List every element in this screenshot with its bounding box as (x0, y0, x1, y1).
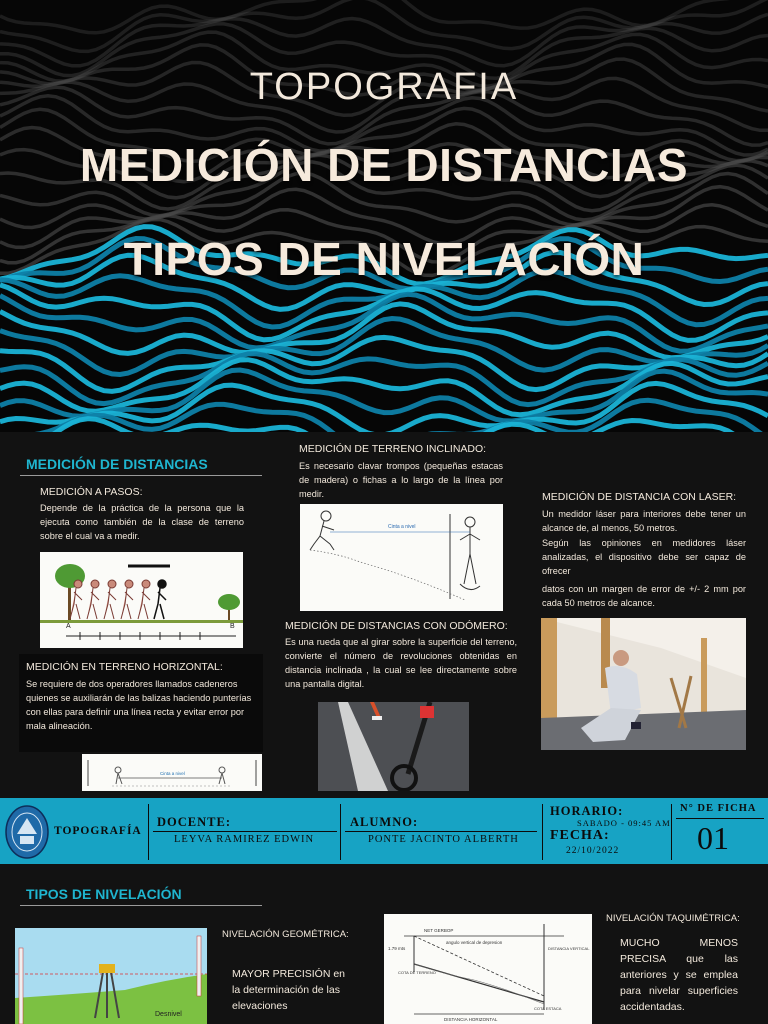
main-title-line-2: TIPOS DE NIVELACIÓN (123, 233, 645, 285)
taquimetrica-figure (384, 914, 592, 1024)
pasos-title: MEDICIÓN A PASOS: (40, 486, 143, 498)
inclined-terrain-illustration (300, 504, 503, 611)
laser-text-1: Un medidor láser para interiores debe tener un alcance de, al menos, 50 metros. (542, 509, 746, 533)
altura-label: 1.79 mts (388, 946, 406, 951)
alumno-underline (345, 831, 537, 832)
laser-text-2: Según las opiniones en medidores láser analizadas, el dispositivo debe ser capaz de ofrecer (542, 538, 746, 576)
docente-label: DOCENTE: (157, 815, 231, 829)
angulo-label: angulo vertical de depresion (446, 940, 503, 945)
horario-label: HORARIO: (550, 804, 624, 818)
odometro-title: MEDICIÓN DE DISTANCIAS CON ODÓMERO: (285, 620, 508, 632)
alumno-label: ALUMNO: (350, 815, 419, 829)
divider-4 (671, 804, 672, 860)
horario-value: SABADO - 09:45 AM (577, 818, 671, 828)
taquimetric-diagram (384, 914, 592, 1024)
divider-2 (340, 804, 341, 860)
subject-title: TOPOGRAFIA (249, 66, 519, 108)
laser-photo (541, 618, 746, 750)
divider-1 (148, 804, 149, 860)
divider-3 (542, 804, 543, 860)
section-heading-nivelacion: TIPOS DE NIVELACIÓN (26, 886, 182, 902)
horizontal-figure (82, 754, 262, 791)
odometro-photo (318, 702, 469, 791)
fecha-label: FECHA: (550, 828, 610, 843)
horizontal-text: Se requiere de dos operadores llamados cadeneros quienes se auxiliarán de las balizas haciendo punterías con ellas para definir una línea recta y evitar error por mala alineación. (26, 679, 252, 731)
course-label: TOPOGRAFÍA (54, 825, 142, 837)
docente-underline (153, 831, 337, 832)
laser-text-3: datos con un margen de error de +/- 2 mm por cada 50 metros de alcance. (542, 584, 746, 608)
walking-people-illustration (40, 552, 243, 648)
cover-banner (0, 0, 768, 432)
section-tipos-nivelacion (0, 864, 768, 1024)
horizontal-tape-illustration (82, 754, 262, 791)
dist-horizontal-label: DISTANCIA HORIZONTAL (444, 1017, 498, 1022)
ficha-label: N° DE FICHA (680, 803, 757, 814)
laser-meter-photo (541, 618, 746, 750)
taquimetrica-title: NIVELACIÓN TAQUIMÉTRICA: (606, 913, 740, 924)
point-a-label: A (66, 623, 71, 630)
laser-title: MEDICIÓN DE DISTANCIA CON LASER: (542, 491, 737, 503)
university-seal-icon (4, 804, 50, 860)
geometrica-title: NIVELACIÓN GEOMÉTRICA: (222, 929, 349, 940)
gps-label: NET GERBOP (424, 928, 454, 933)
cota-estaca-label: COTA ESTACA (534, 1006, 562, 1011)
main-title-line-1: MEDICIÓN DE DISTANCIAS (79, 139, 689, 191)
docente-value: LEYVA RAMIREZ EDWIN (174, 834, 315, 845)
dist-vertical-label: DISTANCIA VERTICAL (548, 946, 590, 951)
pasos-figure (40, 552, 243, 648)
info-bar (0, 798, 768, 864)
wave-pattern-background (0, 0, 768, 432)
ficha-underline (676, 818, 764, 819)
cota-terreno-label: COTA DE TERRENO (398, 970, 436, 975)
wave-line (0, 360, 768, 415)
university-logo (4, 804, 50, 860)
point-b-label: B (230, 623, 235, 630)
pasos-text: Depende de la práctica de la persona que la ejecuta como también de la clase de terreno sobre el cual va a medir. (40, 503, 244, 541)
geometrica-text: MAYOR PRECISIÓN en la determinación de las elevaciones (232, 968, 345, 1012)
section-medicion-distancias (0, 432, 768, 798)
inclinado-figure (300, 504, 503, 611)
odometro-text: Es una rueda que al girar sobre la superficie del terreno, convierte el número de revoluciones obtenidas en distancia inclinada , la cual se lee directamente sobre una pantalla digital. (285, 637, 517, 689)
level-instrument-illustration (15, 928, 207, 1024)
inclinado-title: MEDICIÓN DE TERRENO INCLINADO: (299, 443, 487, 455)
ficha-number: 01 (697, 820, 729, 856)
wave-line (0, 304, 768, 358)
fecha-value: 22/10/2022 (566, 846, 620, 856)
heading-underline-2 (20, 905, 262, 906)
horizontal-title: MEDICIÓN EN TERRENO HORIZONTAL: (26, 661, 223, 673)
cinta-label-horizontal: Cinta a nivel (160, 771, 185, 776)
taquimetrica-text: MUCHO MENOS PRECISA que las anteriores y se emplea para nivelar superficies accidentadas. (620, 937, 738, 1013)
heading-underline (20, 475, 262, 476)
cinta-label-inclinado: Cinta a nivel (388, 524, 416, 530)
measuring-wheel-photo (318, 702, 469, 791)
desnivel-label: Desnivel (155, 1011, 182, 1018)
alumno-value: PONTE JACINTO ALBERTH (368, 834, 519, 845)
section-heading-medicion: MEDICIÓN DE DISTANCIAS (26, 456, 208, 472)
inclinado-text: Es necesario clavar trompos (pequeñas estacas de madera) o fichas a lo largo de la línea por medir. (299, 461, 503, 499)
geometrica-figure (15, 928, 207, 1024)
